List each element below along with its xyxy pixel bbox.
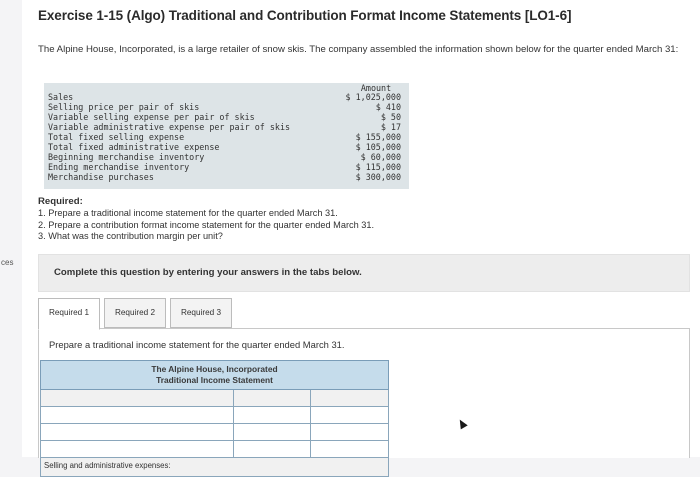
row-label: Sales [48,92,74,102]
required-item: 2. Prepare a contribution format income statement for the quarter ended March 31. [38,219,375,230]
statement-name: Traditional Income Statement [156,375,273,385]
statement-row [40,407,389,424]
table-row [48,132,401,142]
panel-prompt: Prepare a traditional income statement for the quarter ended March 31. [49,339,345,350]
required-list [38,208,374,243]
row-label: Total fixed selling expense [48,132,185,142]
row-value: $ 115,000 [355,162,401,172]
amount-header: Amount [360,83,392,93]
table-row [48,152,401,162]
statement-row [40,424,389,441]
row-label: Selling price per pair of skis [48,102,200,112]
row-label: Variable selling expense per pair of skis [48,112,255,122]
row-value: $ 105,000 [355,142,401,152]
company-name: The Alpine House, Incorporated [151,364,278,374]
row-value: $ 17 [380,122,401,132]
row-value: $ 300,000 [355,172,401,182]
row-label: Beginning merchandise inventory [48,152,205,162]
statement-row [40,390,389,407]
required-item: 3. What was the contribution margin per unit? [38,231,223,241]
tab-required-2[interactable]: Required 2 [104,298,166,328]
row-label: Ending merchandise inventory [48,162,190,172]
instruction-banner [38,254,690,292]
data-table [44,83,409,189]
row-value: $ 60,000 [360,152,401,162]
required-heading: Required: [38,196,83,207]
tab-required-3[interactable]: Required 3 [170,298,232,328]
row-label: Variable administrative expense per pair of skis [48,122,291,132]
table-row [48,162,401,172]
instruction-text: Complete this question by entering your answers in the tabs below. [54,267,362,278]
row-value: $ 1,025,000 [345,92,401,102]
table-row [48,102,401,112]
row-value: $ 410 [375,102,401,112]
exercise-title: Exercise 1-15 (Algo) Traditional and Contribution Format Income Statements [LO1-6] [38,8,572,23]
statement-row [40,458,389,477]
required-item: 1. Prepare a traditional income statement for the quarter ended March 31. [38,208,338,218]
table-row [48,122,401,132]
row-label: Total fixed administrative expense [48,142,220,152]
row-value: $ 155,000 [355,132,401,142]
table-row [48,92,401,102]
income-statement [40,360,389,477]
row-label: Merchandise purchases [48,172,154,182]
intro-text: The Alpine House, Incorporated, is a large retailer of snow skis. The company assembled the information shown below for the quarter ended March 31: [38,44,679,55]
row-value: $ 50 [380,112,401,122]
statement-row [40,441,389,458]
table-row [48,112,401,122]
table-row [48,142,401,152]
table-row [48,172,401,182]
statement-header [40,360,389,390]
tab-required-1[interactable]: Required 1 [38,298,100,330]
side-label: ces [1,258,14,267]
sga-label: Selling and administrative expenses: [44,461,171,470]
